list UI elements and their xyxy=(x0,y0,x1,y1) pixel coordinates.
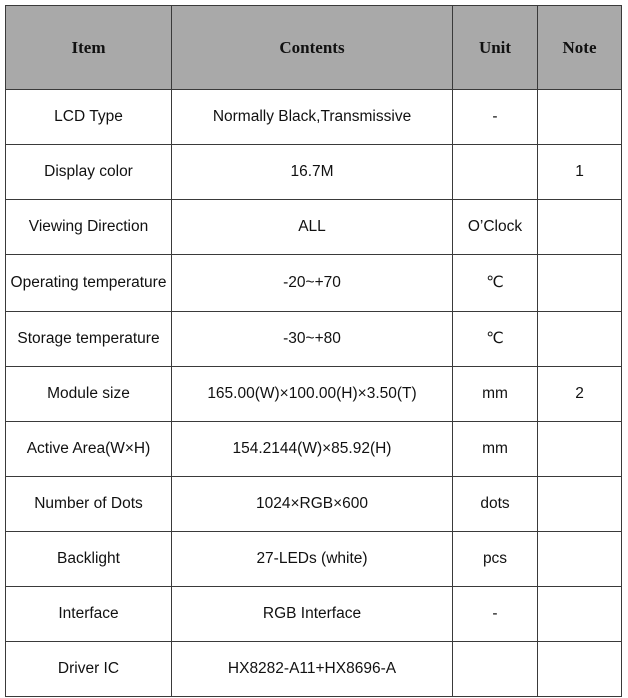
cell-unit: - xyxy=(453,90,538,145)
table-row xyxy=(6,200,622,255)
cell-note xyxy=(538,200,622,255)
header-unit: Unit xyxy=(453,6,538,90)
header-note: Note xyxy=(538,6,622,90)
table-row xyxy=(6,145,622,200)
cell-note xyxy=(538,587,622,642)
cell-note: 2 xyxy=(538,367,622,422)
cell-item: LCD Type xyxy=(6,90,172,145)
cell-contents: 27-LEDs (white) xyxy=(172,532,453,587)
spec-table xyxy=(5,5,622,697)
table-row xyxy=(6,587,622,642)
cell-item: Module size xyxy=(6,367,172,422)
cell-item: Active Area(W×H) xyxy=(6,422,172,477)
cell-item: Operating temperature xyxy=(6,255,172,312)
cell-contents: 165.00(W)×100.00(H)×3.50(T) xyxy=(172,367,453,422)
table-header xyxy=(6,6,622,90)
header-contents: Contents xyxy=(172,6,453,90)
cell-unit xyxy=(453,642,538,697)
table-row xyxy=(6,422,622,477)
cell-note xyxy=(538,422,622,477)
cell-contents: RGB Interface xyxy=(172,587,453,642)
header-item: Item xyxy=(6,6,172,90)
cell-contents: 154.2144(W)×85.92(H) xyxy=(172,422,453,477)
cell-note xyxy=(538,312,622,367)
cell-unit: pcs xyxy=(453,532,538,587)
cell-note xyxy=(538,532,622,587)
cell-unit xyxy=(453,145,538,200)
cell-note: 1 xyxy=(538,145,622,200)
cell-unit: mm xyxy=(453,422,538,477)
cell-item: Display color xyxy=(6,145,172,200)
cell-note xyxy=(538,255,622,312)
table-row xyxy=(6,532,622,587)
cell-unit: mm xyxy=(453,367,538,422)
table-row xyxy=(6,477,622,532)
table-row xyxy=(6,367,622,422)
cell-item: Viewing Direction xyxy=(6,200,172,255)
table-row xyxy=(6,312,622,367)
cell-item: Number of Dots xyxy=(6,477,172,532)
cell-item: Driver IC xyxy=(6,642,172,697)
cell-contents: Normally Black,Transmissive xyxy=(172,90,453,145)
cell-note xyxy=(538,642,622,697)
cell-contents: ALL xyxy=(172,200,453,255)
cell-item: Storage temperature xyxy=(6,312,172,367)
table-body xyxy=(6,90,622,697)
table-row xyxy=(6,642,622,697)
cell-contents: -20~+70 xyxy=(172,255,453,312)
cell-unit: ℃ xyxy=(453,255,538,312)
cell-item: Backlight xyxy=(6,532,172,587)
cell-unit: ℃ xyxy=(453,312,538,367)
cell-contents: HX8282-A11+HX8696-A xyxy=(172,642,453,697)
cell-contents: -30~+80 xyxy=(172,312,453,367)
cell-unit: O’Clock xyxy=(453,200,538,255)
table-row xyxy=(6,90,622,145)
cell-unit: dots xyxy=(453,477,538,532)
cell-contents: 16.7M xyxy=(172,145,453,200)
cell-item: Interface xyxy=(6,587,172,642)
cell-contents: 1024×RGB×600 xyxy=(172,477,453,532)
table-row xyxy=(6,255,622,312)
cell-note xyxy=(538,90,622,145)
cell-unit: - xyxy=(453,587,538,642)
cell-note xyxy=(538,477,622,532)
header-row xyxy=(6,6,622,90)
